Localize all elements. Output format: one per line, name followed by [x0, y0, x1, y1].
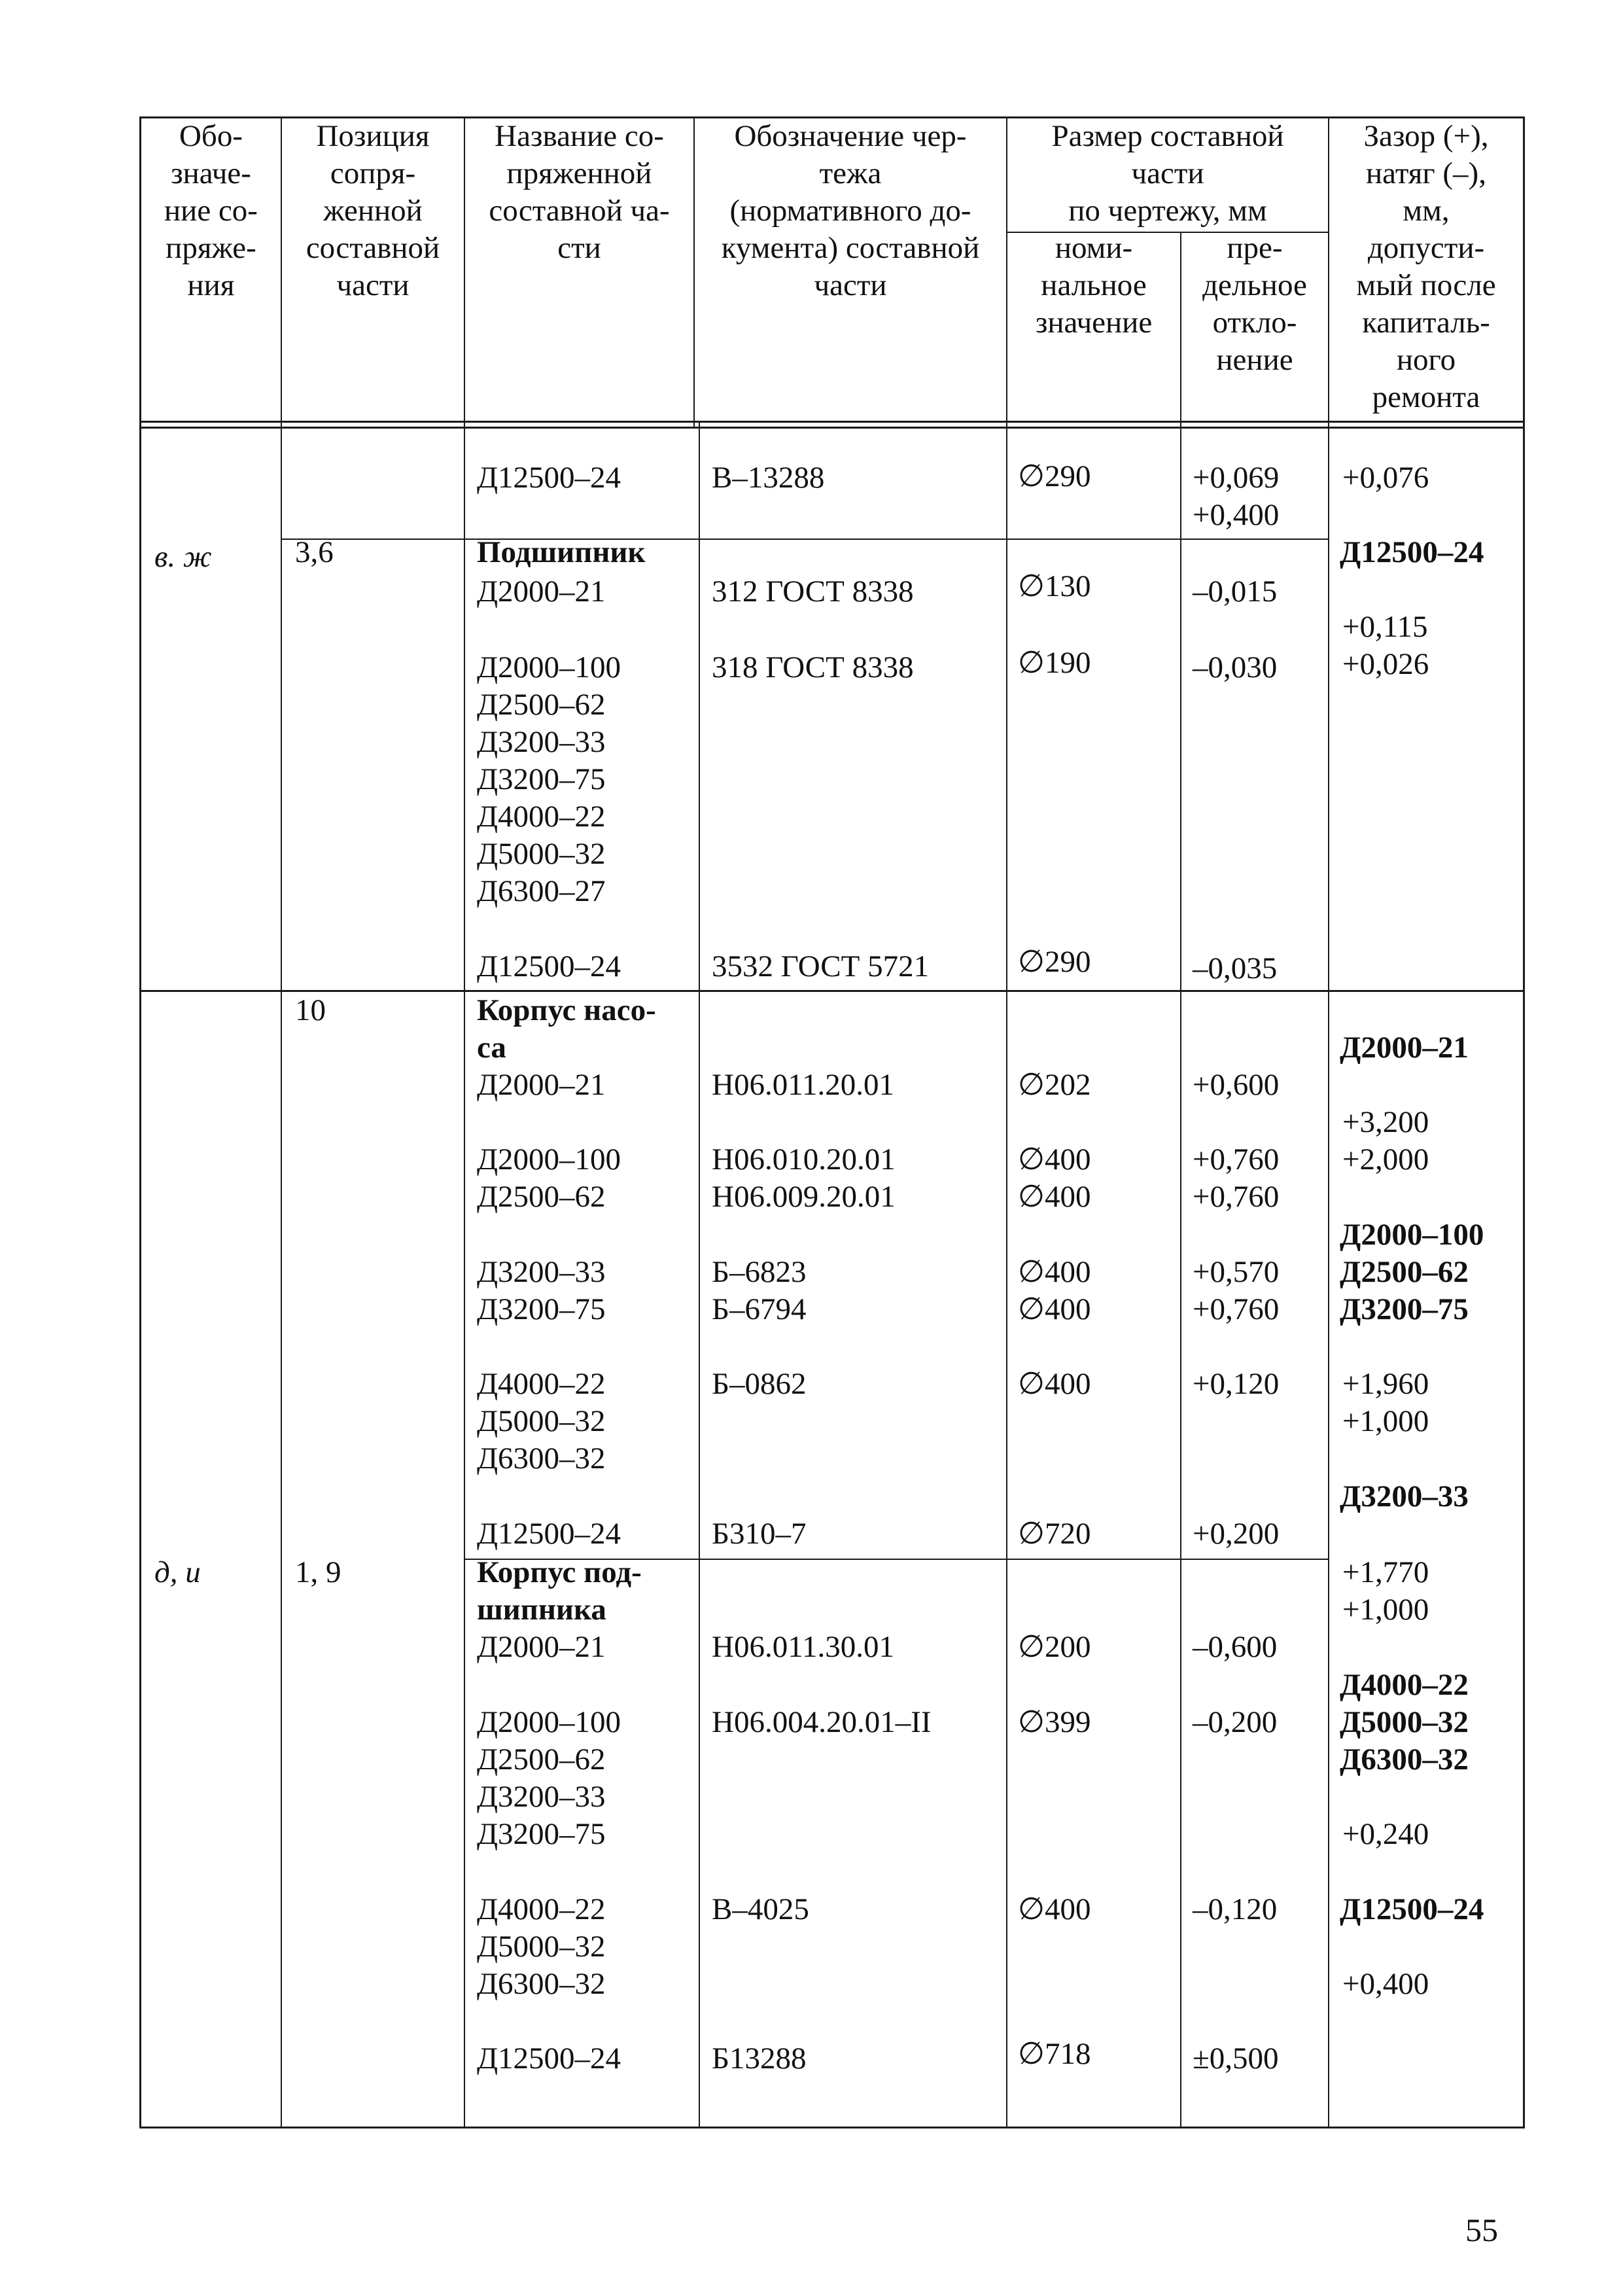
table-cell-name: Д2500–62 — [477, 1180, 606, 1214]
table-cell-name: Д12500–24 — [477, 2041, 621, 2075]
table-cell-drawing: Б–6794 — [712, 1292, 807, 1326]
table-cell-deviation: +0,760 — [1193, 1180, 1280, 1214]
table-cell-name: Д5000–32 — [477, 1404, 606, 1438]
table-left-border — [139, 116, 141, 2128]
column-line-1 — [281, 116, 282, 2128]
document-page: Обо- значе- ние со- пряже- ния Позиция сопря- женной составной части Название со- пряженной составной ча- сти Обозначение чер- тежа (нормативного до- кумента) составной части Размер составной части по чертежу, мм номи- нальное значение пре- дельное откло- нение Зазор (+), натяг (–), мм, допусти- мый после капиталь- ного ремонта Д12500–24 В–13288 ∅290 +0,069 +0,400 +0,076 в. ж 3,6 Подшипник Д2000–21 312 ГОСТ 8338 ∅130 –0,015 Д2000–100 318 ГОСТ 8338 ∅190 –0,030 Д2500–62 Д3200–33 Д3200–75 Д4000–22 Д5000–32 Д6300–27 Д12500–24 3532 ГОСТ 5721 ∅290 –0,035 Д12500–24 +0,115 +0,026 д, и 10 1, 9 Корпус насо- са Д2000–21 Н06.011.20.01 ∅202 +0,600 Д2000–100 Н06.010.20.01 ∅400 +0,760 Д2500–62 Н06.009.20.01 ∅400 +0,760 Д3200–33 Б–6823 ∅400 +0,570 Д3200–75 Б–6794 ∅400 +0,760 Д4000–22 Б–0862 ∅400 +0,120 Д5000–32 Д6300–32 Д12500–24 Б310–7 ∅720 +0,200 Корпус под- шипника Д2000–21 Н06.011.30.01 ∅200 –0,600 Д2000–100 Н06.004.20.01–II ∅399 –0,200 Д2500–62 Д3200–33 Д3200–75 Д4000–22 В–4025 ∅400 –0,120 Д5000–32 Д6300–32 Д12500–24 Б13288 ∅718 ±0,500 Д2000–21 +3,200 +2,000 Д2000–100 Д2500–62 Д3200–75 +1,960 +1,000 Д3200–33 +1,770 +1,000 Д4000–22 Д5000–32 Д6300–32 +0,240 Д12500–24 +0,400 55 — [0, 0, 1623, 2296]
page-number: 55 — [1465, 2212, 1498, 2248]
header-bottom-border-double — [139, 427, 1525, 429]
gap-group-title: Д3200–33 — [1340, 1479, 1469, 1513]
table-cell-name: Д3200–33 — [477, 725, 606, 759]
table-cell-deviation: +0,570 — [1193, 1255, 1280, 1289]
table-cell-name: Д2000–100 — [477, 1142, 621, 1176]
table-cell-deviation: –0,030 — [1193, 650, 1278, 684]
table-cell-name: Д2000–21 — [477, 1630, 606, 1664]
part-title: са — [477, 1031, 506, 1065]
table-cell-name: Д12500–24 — [477, 1517, 621, 1551]
table-cell-drawing: 312 ГОСТ 8338 — [712, 574, 914, 609]
table-cell-name: Д2000–100 — [477, 650, 621, 684]
table-cell-nominal: ∅400 — [1018, 1367, 1091, 1401]
table-cell-deviation: ±0,500 — [1193, 2041, 1279, 2075]
column-line-4 — [1006, 116, 1007, 2128]
table-cell-name: Д6300–32 — [477, 1967, 606, 2001]
column-line-3-body — [699, 421, 700, 2128]
table-cell-gap: +2,000 — [1342, 1142, 1429, 1176]
table-cell-nominal: ∅130 — [1018, 569, 1091, 603]
table-cell-name: Д4000–22 — [477, 800, 606, 834]
table-cell-deviation: –0,015 — [1193, 574, 1278, 609]
table-cell-name: Д6300–27 — [477, 874, 606, 908]
table-cell-drawing: В–13288 — [712, 461, 825, 495]
gap-group-title: Д5000–32 — [1340, 1705, 1469, 1739]
table-cell-deviation: +0,400 — [1193, 498, 1280, 532]
table-cell-position: 1, 9 — [295, 1555, 341, 1589]
table-cell-drawing: Б–6823 — [712, 1255, 807, 1289]
table-cell-nominal: ∅400 — [1018, 1180, 1091, 1214]
table-cell-deviation: +0,760 — [1193, 1292, 1280, 1326]
table-cell-gap: +1,960 — [1342, 1367, 1429, 1401]
table-cell-drawing: 318 ГОСТ 8338 — [712, 650, 914, 684]
table-cell-gap: +0,026 — [1342, 647, 1429, 681]
table-cell-name: Д4000–22 — [477, 1367, 606, 1401]
table-cell-name: Д3200–33 — [477, 1255, 606, 1289]
table-cell-nominal: ∅400 — [1018, 1892, 1091, 1926]
table-cell-name: Д6300–32 — [477, 1441, 606, 1475]
table-cell-gap: +0,076 — [1342, 461, 1429, 495]
column-line-5 — [1180, 232, 1181, 2128]
table-cell-name: Д2500–62 — [477, 1742, 606, 1776]
table-cell-name: Д3200–33 — [477, 1780, 606, 1814]
table-cell-gap: +1,000 — [1342, 1404, 1429, 1438]
part-title: Корпус насо- — [477, 993, 656, 1027]
table-cell-drawing: В–4025 — [712, 1892, 809, 1926]
table-cell-gap: +1,000 — [1342, 1593, 1429, 1627]
table-cell-name: Д2500–62 — [477, 688, 606, 722]
gap-group-title: Д3200–75 — [1340, 1292, 1469, 1326]
table-cell-nominal: ∅400 — [1018, 1142, 1091, 1176]
part-title: Корпус под- — [477, 1555, 642, 1589]
table-cell-deviation: +0,600 — [1193, 1068, 1280, 1102]
table-cell-deviation: –0,200 — [1193, 1705, 1278, 1739]
table-cell-gap: +0,240 — [1342, 1817, 1429, 1851]
column-line-2 — [464, 116, 465, 2128]
table-cell-nominal: ∅400 — [1018, 1255, 1091, 1289]
block-divider-line — [139, 990, 1525, 992]
table-cell-designation: в. ж — [154, 540, 212, 574]
gap-group-title: Д2000–21 — [1340, 1031, 1469, 1065]
table-cell-position: 3,6 — [295, 535, 334, 569]
table-cell-name: Д5000–32 — [477, 837, 606, 871]
table-cell-gap: +3,200 — [1342, 1105, 1429, 1139]
table-cell-drawing: Б310–7 — [712, 1517, 807, 1551]
bearing-row-line — [281, 539, 1329, 540]
table-cell-name: Д2000–21 — [477, 1068, 606, 1102]
column-line-6 — [1328, 116, 1329, 2128]
table-bottom-border — [139, 2127, 1525, 2128]
table-cell-name: Д3200–75 — [477, 1292, 606, 1326]
table-cell-drawing: 3532 ГОСТ 5721 — [712, 949, 930, 983]
table-cell-name: Д5000–32 — [477, 1930, 606, 1964]
table-cell-name: Д12500–24 — [477, 461, 621, 495]
table-cell-deviation: –0,035 — [1193, 951, 1278, 985]
table-cell-drawing: Н06.010.20.01 — [712, 1142, 896, 1176]
table-cell-name: Д2000–21 — [477, 574, 606, 609]
table-cell-nominal: ∅202 — [1018, 1068, 1091, 1102]
table-cell-deviation: +0,200 — [1193, 1517, 1280, 1551]
table-cell-gap: +0,115 — [1342, 610, 1428, 644]
gap-group-title: Д12500–24 — [1340, 535, 1484, 569]
table-cell-drawing: Н06.011.30.01 — [712, 1630, 894, 1664]
gap-group-title: Д4000–22 — [1340, 1668, 1469, 1702]
table-cell-nominal: ∅290 — [1018, 459, 1091, 493]
part-title: шипника — [477, 1593, 606, 1627]
gap-group-title: Д6300–32 — [1340, 1742, 1469, 1776]
table-cell-deviation: +0,120 — [1193, 1367, 1280, 1401]
table-cell-gap: +1,770 — [1342, 1555, 1429, 1589]
table-cell-drawing: Н06.004.20.01–II — [712, 1705, 932, 1739]
table-cell-nominal: ∅399 — [1018, 1705, 1091, 1739]
table-cell-nominal: ∅290 — [1018, 945, 1091, 979]
table-cell-name: Д2000–100 — [477, 1705, 621, 1739]
table-cell-nominal: ∅400 — [1018, 1292, 1091, 1326]
table-cell-nominal: ∅720 — [1018, 1517, 1091, 1551]
table-cell-name: Д3200–75 — [477, 762, 606, 796]
table-cell-gap: +0,400 — [1342, 1967, 1429, 2001]
table-cell-name: Д3200–75 — [477, 1817, 606, 1851]
part-title: Подшипник — [477, 535, 646, 569]
table-cell-name: Д12500–24 — [477, 949, 621, 983]
table-cell-nominal: ∅200 — [1018, 1630, 1091, 1664]
table-cell-nominal: ∅718 — [1018, 2037, 1091, 2071]
header-bottom-border — [139, 421, 1525, 423]
table-cell-drawing: Н06.011.20.01 — [712, 1068, 894, 1102]
table-cell-deviation: –0,120 — [1193, 1892, 1278, 1926]
gap-group-title: Д2000–100 — [1340, 1218, 1484, 1252]
table-cell-drawing: Н06.009.20.01 — [712, 1180, 896, 1214]
table-cell-designation: д, и — [154, 1555, 201, 1589]
table-cell-name: Д4000–22 — [477, 1892, 606, 1926]
table-cell-deviation: +0,760 — [1193, 1142, 1280, 1176]
table-right-border — [1523, 116, 1525, 2128]
gap-group-title: Д2500–62 — [1340, 1255, 1469, 1289]
table-cell-nominal: ∅190 — [1018, 646, 1091, 680]
table-cell-drawing: Б13288 — [712, 2041, 807, 2075]
table-cell-deviation: –0,600 — [1193, 1630, 1278, 1664]
gap-group-title: Д12500–24 — [1340, 1892, 1484, 1926]
table-cell-position: 10 — [295, 993, 326, 1027]
table-cell-drawing: Б–0862 — [712, 1367, 807, 1401]
table-cell-deviation: +0,069 — [1193, 461, 1280, 495]
